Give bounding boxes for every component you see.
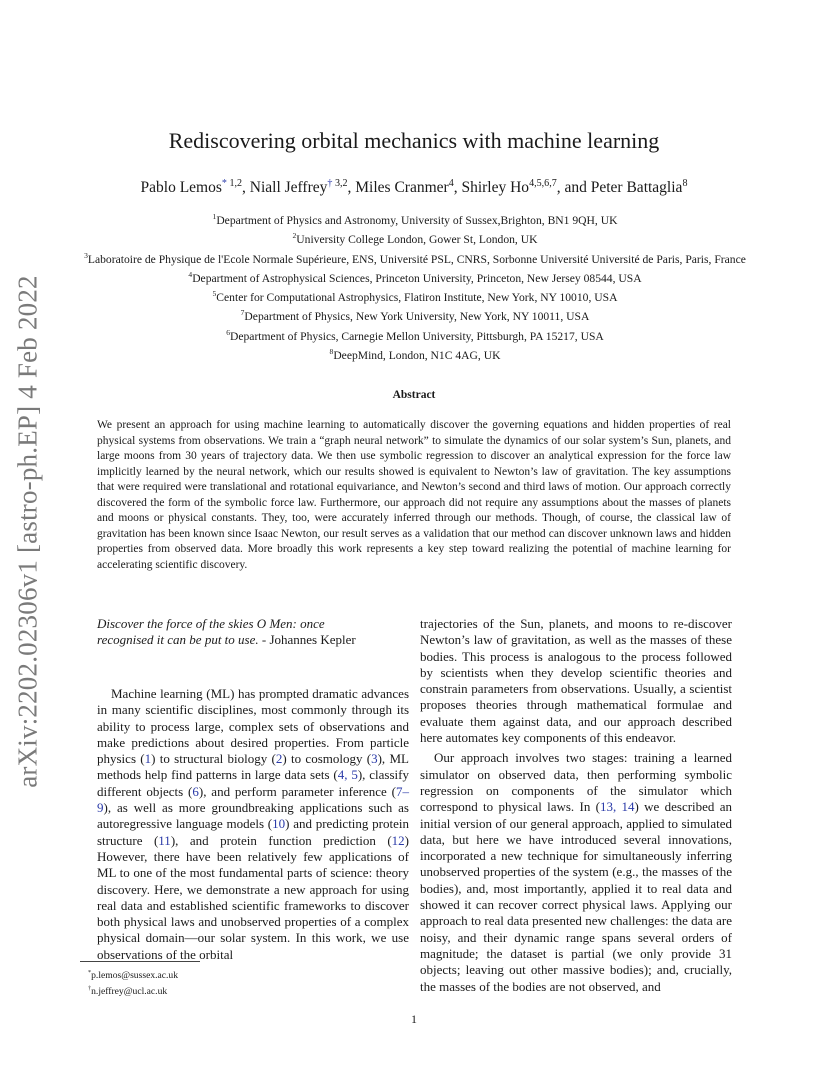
citation-ref: 11 [158, 832, 171, 848]
citation-ref: 6 [192, 783, 199, 799]
affiliation [70, 305, 760, 324]
footnote-mark: * [88, 969, 92, 976]
citation-ref: 3 [371, 751, 378, 767]
paper-title: Rediscovering orbital mechanics with machine learning [168, 128, 660, 153]
left-column [97, 686, 409, 963]
page-number: 1 [411, 1012, 417, 1026]
abstract-text: We present an approach for using machine learning to automatically discover the governing equations and hidden properties of real physical systems from observations. We train a “graph neural network” to simulate the dynamics of our solar system’s Sun, planets, and large moons from 30 years of trajectory data. We then use symbolic regression to discover an analytical expression for the force law implicitly learned by the neural network, which our results showed is equivalent to Newton’s law of gravitation. The key assumptions that were required were translational and rotational equivariance, and Newton’s second and third laws of motion. Our approach correctly discovered the form of the symbolic force law. Furthermore, our approach did not require any assumptions about the masses of planets and moons or physical constants. They, too, were accurately inferred through our methods. Though, of course, the classical law of gravitation has been known since Isaac Newton, our result serves as a validation that our method can discover unknown laws and hidden properties from observed data. More broadly this work represents a key step toward realizing the potential of machine learning for accelerating scientific discovery. [97, 419, 731, 571]
author-affil-number: 4 [448, 178, 454, 189]
footnote [88, 966, 178, 982]
affiliation-number: 5 [212, 289, 217, 299]
affiliation-number: 3 [84, 250, 88, 260]
affiliation-number: 2 [292, 231, 297, 241]
affiliation-text: Laboratoire de Physique de l'Ecole Normale Supérieure, ENS, Université PSL, CNRS, Sorbonne Université Université de Paris, Paris, France [87, 252, 746, 266]
citation-ref: 4, 5 [337, 767, 358, 783]
affiliation-number: 1 [212, 212, 217, 221]
affiliation [70, 228, 760, 247]
footnote [88, 982, 178, 998]
affiliation [70, 209, 760, 228]
author-separator: , [347, 179, 356, 197]
author-affil-number: 3,2 [334, 178, 348, 189]
author-name: Pablo Lemos [140, 179, 222, 197]
arxiv-identifier: arXiv:2202.02306v1 [astro-ph.EP] 4 Feb 2022 [12, 275, 43, 788]
citation-ref: 12 [391, 832, 405, 848]
author-separator: , and [556, 179, 591, 197]
right-paragraph-1: trajectories of the Sun, planets, and moons to re-discover Newton’s law of gravitation, as well as the masses of these bodies. This process is analogous to the process followed by scientists when they develop scientific theories and constrain parameters from observations. Usually, a scientist proposes theories through mathematical formulae and evaluate them against data, and our approach described here automates key components of this endeavor. [420, 616, 732, 746]
right-column [420, 616, 732, 995]
footnotes [88, 966, 178, 998]
affiliation-number: 4 [188, 269, 193, 279]
footnote-text: p.lemos@sussex.ac.uk [91, 970, 179, 982]
affiliation-text: Department of Physics and Astronomy, University of Sussex,Brighton, BN1 9QH, UK [216, 213, 618, 227]
epigraph-author: - Johannes Kepler [261, 632, 356, 648]
affiliation-text: Center for Computational Astrophysics, Flatiron Institute, New York, NY 10010, USA [216, 290, 618, 304]
author-name: Shirley Ho [461, 179, 530, 197]
author-list [0, 178, 828, 197]
author-name: Niall Jeffrey [249, 179, 328, 197]
affiliation-number: 7 [240, 308, 245, 318]
author-separator: , [453, 179, 462, 197]
affiliation [70, 344, 760, 363]
author-mark: † [327, 178, 335, 189]
affiliations [70, 209, 760, 363]
affiliation-text: DeepMind, London, N1C 4AG, UK [333, 348, 501, 362]
citation-ref: 10 [272, 816, 286, 832]
citation-ref: 2 [275, 751, 283, 767]
affiliation [70, 267, 760, 286]
citation-ref: 1 [144, 751, 152, 767]
author-affil-number: 1,2 [229, 178, 243, 189]
author-name: Peter Battaglia [590, 179, 683, 197]
citation-ref: 13, 14 [599, 799, 635, 815]
author-name: Miles Cranmer [355, 179, 449, 197]
author-affil-number: 4,5,6,7 [529, 178, 557, 189]
affiliation-number: 6 [226, 327, 230, 337]
citation-ref: 7–9 [97, 783, 409, 816]
footnote-mark: † [88, 985, 92, 993]
author-affil-number: 8 [682, 178, 688, 189]
abstract-heading: Abstract [392, 389, 436, 401]
affiliation [70, 248, 760, 267]
affiliation-text: Department of Astrophysical Sciences, Princeton University, Princeton, New Jersey 08544, USA [192, 271, 642, 285]
affiliation-text: Department of Physics, New York University, New York, NY 10011, USA [244, 310, 590, 324]
affiliation-text: Department of Physics, Carnegie Mellon University, Pittsburgh, PA 15217, USA [229, 329, 604, 343]
footnote-text: n.jeffrey@ucl.ac.uk [91, 986, 168, 998]
epigraph-quote: Discover the force of the skies O Men: once recognised it can be put to use. [97, 616, 325, 648]
right-paragraph-2: Our approach involves two stages: training a learned simulator on observed data, then performing symbolic regression on components of the simulator which correspond to physical laws. In (13, 14) we described an initial version of our general approach, applied to simulated data, but here we have introduced several innovations, incorporated a new technique for simultaneously inferring unobserved properties of the system (e.g., the masses of the bodies), and, most importantly, applied it to real data and showed it can recover correct physical laws. Applying our approach to real data presented new challenges: the data are noisy, and their dynamic range spans several orders of magnitude; the dataset is partial (we only provide 31 objects; leaving out other massive bodies); and, crucially, the masses of the bodies are not observed, and [420, 750, 732, 994]
footnote-rule [80, 961, 200, 962]
author-separator: , [242, 179, 250, 197]
affiliation [70, 286, 760, 305]
affiliation [70, 325, 760, 344]
affiliation-number: 8 [329, 346, 334, 356]
left-paragraph-1: Machine learning (ML) has prompted dramatic advances in many scientific disciplines, most commonly through its ability to process large, complex sets of observations and make predictions about desired properties. From particle physics (1) to structural biology (2) to cosmology (3), ML methods help find patterns in large data sets (4, 5), classify different objects (6), and perform parameter inference (7–9), as well as more groundbreaking applications such as autoregressive language models (10) and predicting protein structure (11), and protein function prediction (12) However, there have been relatively few applications of ML to one of the most fundamental parts of science: theory discovery. Here, we demonstrate a new approach for using real data and established scientific frameworks to discover both physical laws and unobserved properties of a complex physical domain—our solar system. In this work, we use observations of the orbital [97, 686, 410, 962]
author-mark: * [221, 178, 230, 189]
epigraph [97, 616, 377, 648]
affiliation-text: University College London, Gower St, London, UK [296, 233, 538, 247]
